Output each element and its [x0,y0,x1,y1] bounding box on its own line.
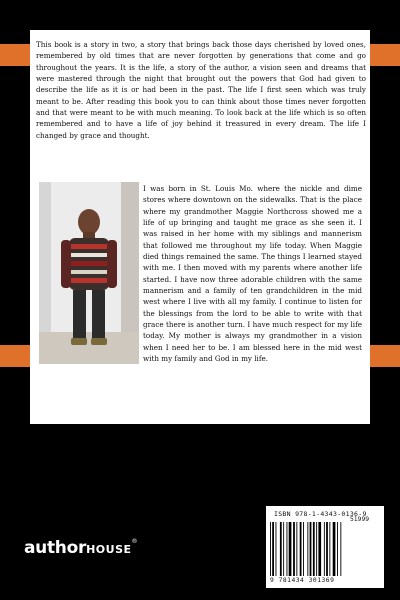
registered-mark: ® [131,538,138,545]
text-panel [30,30,370,424]
bio-text: I was born in St. Louis Mo. where the nickle and dime stores where downtown on the sidewalks. That is the place where my grandmother Maggie Northcross showed me a life of up bringing and taught me grace as she seen it. I was raised in her home with my siblings and mannerism that followed me throughout my life today. When Maggie died things remained the same. The things I learned stayed with me. I then moved with my parents where another life started. I have now three adorable children with the same mannerism and a family of ten grandchildren in the mid west where I live with all my family. I continue to listen for the blessings from the lord to be able to write with that grace there is another turn. I have much respect for my life today. My mother is always my grandmother in a vision when I need her to be. I am blessed here in the mid west with my family and God in my life. [143,184,362,364]
blurb-paragraph: This book is a story in two, a story that brings back those days cherished by loved ones, remembered by old times that are never forgotten by generations that come and go throughout the years. It is the life, a story of the author, a vision seen and dreams that were mastered through the night that brought out the powers that God had given to describe the life as it is or had been in the past. The life I first seen which was truly meant to be. After reading this book you to can think about those times never forgotten and that were meant to be with much meaning. To look back at the life which is so often remembered and to have a life of joy behind it treasured in every dream. The life I changed by grace and thought. [36,40,366,140]
bio-paragraph [39,183,362,381]
ean-digits: 9 781434 301369 [270,577,335,584]
photo-spacer [39,183,143,381]
isbn-text: ISBN 978-1-4343-0136-9 [274,510,367,518]
barcode-bars [270,522,380,576]
price-code: 51999 [350,516,370,523]
publisher-name-part2: HOUSE [86,543,132,556]
barcode-box [266,506,384,588]
publisher-logo [24,538,137,558]
publisher-name-part1: author [24,538,87,558]
